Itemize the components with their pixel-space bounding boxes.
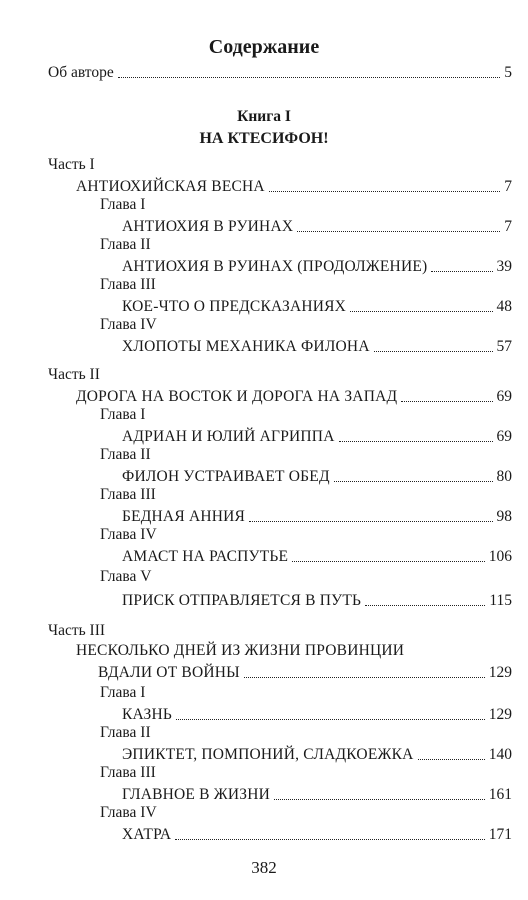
toc-entry-page: 39	[496, 258, 512, 275]
toc-entry-page: 98	[496, 508, 512, 525]
page-title: Содержание	[208, 36, 320, 58]
chapter-label: Глава IV	[100, 316, 157, 333]
chapter-label: Глава I	[100, 406, 146, 423]
toc-entry-chapter[interactable]	[122, 546, 512, 566]
toc-entry-label: Об авторе	[48, 64, 114, 81]
toc-entry-page: 48	[496, 298, 512, 315]
toc-entry-title: БЕДНАЯ АННИЯ	[122, 508, 246, 525]
dot-leader	[118, 77, 501, 78]
dot-leader	[350, 311, 492, 312]
dot-leader	[269, 191, 500, 192]
toc-entry-chapter[interactable]	[122, 256, 512, 276]
dot-leader	[418, 759, 485, 760]
toc-entry-title: ФИЛОН УСТРАИВАЕТ ОБЕД	[122, 468, 330, 485]
toc-entry-about-author[interactable]	[48, 62, 512, 82]
dot-leader	[431, 271, 492, 272]
toc-entry-title: ГЛАВНОЕ В ЖИЗНИ	[122, 786, 271, 803]
toc-entry-page: 69	[496, 428, 512, 445]
toc-entry-title: ПРИСК ОТПРАВЛЯЕТСЯ В ПУТЬ	[122, 592, 362, 609]
chapter-label: Глава IV	[100, 804, 157, 821]
dot-leader	[365, 605, 485, 606]
chapter-label: Глава II	[100, 724, 151, 741]
toc-entry-page: 115	[489, 592, 512, 609]
chapter-label: Глава III	[100, 764, 156, 781]
toc-entry-page: 5	[504, 64, 512, 81]
toc-entry-page: 80	[496, 468, 512, 485]
dot-leader	[274, 799, 485, 800]
toc-entry-title: АМАСТ НА РАСПУТЬЕ	[122, 548, 289, 565]
toc-entry-page: 129	[488, 706, 512, 723]
part-label: Часть II	[48, 366, 100, 383]
part-label: Часть I	[48, 156, 95, 173]
toc-entry-part[interactable]	[98, 662, 512, 682]
book-label: Книга I	[237, 108, 291, 125]
toc-entry-chapter[interactable]	[122, 216, 512, 236]
dot-leader	[176, 719, 485, 720]
dot-leader	[292, 561, 485, 562]
toc-entry-title: АНТИОХИЯ В РУИНАХ (ПРОДОЛЖЕНИЕ)	[122, 258, 428, 275]
toc-entry-title: АНТИОХИЙСКАЯ ВЕСНА	[76, 178, 265, 195]
toc-entry-chapter[interactable]	[122, 824, 512, 844]
toc-entry-chapter[interactable]	[122, 466, 512, 486]
dot-leader	[339, 441, 493, 442]
toc-entry-title: АНТИОХИЯ В РУИНАХ	[122, 218, 294, 235]
book-name: НА КТЕСИФОН!	[199, 130, 329, 147]
toc-entry-title-line1: НЕСКОЛЬКО ДНЕЙ ИЗ ЖИЗНИ ПРОВИНЦИИ	[76, 642, 405, 659]
dot-leader	[297, 231, 500, 232]
toc-entry-part[interactable]	[76, 176, 512, 196]
toc-entry-page: 129	[488, 664, 512, 681]
toc-entry-page: 7	[504, 178, 512, 195]
chapter-label: Глава III	[100, 486, 156, 503]
dot-leader	[249, 521, 492, 522]
toc-entry-page: 171	[488, 826, 512, 843]
toc-entry-title-line2: ВДАЛИ ОТ ВОЙНЫ	[98, 664, 240, 681]
toc-entry-chapter[interactable]	[122, 426, 512, 446]
dot-leader	[401, 401, 492, 402]
toc-entry-title: КОЕ-ЧТО О ПРЕДСКАЗАНИЯХ	[122, 298, 347, 315]
dot-leader	[244, 677, 485, 678]
toc-entry-page: 140	[488, 746, 512, 763]
dot-leader	[374, 351, 493, 352]
toc-entry-chapter[interactable]	[122, 506, 512, 526]
toc-entry-part[interactable]	[76, 386, 512, 406]
toc-entry-page: 7	[504, 218, 512, 235]
part-label: Часть III	[48, 622, 106, 639]
toc-entry-chapter[interactable]	[122, 784, 512, 804]
toc-entry-title: ХАТРА	[122, 826, 172, 843]
chapter-label: Глава III	[100, 276, 156, 293]
toc-entry-chapter[interactable]	[122, 296, 512, 316]
toc-entry-chapter[interactable]	[122, 590, 512, 610]
toc-entry-chapter[interactable]	[122, 336, 512, 356]
toc-entry-chapter[interactable]	[122, 744, 512, 764]
chapter-label: Глава II	[100, 446, 151, 463]
toc-entry-title: ДОРОГА НА ВОСТОК И ДОРОГА НА ЗАПАД	[76, 388, 398, 405]
toc-entry-page: 161	[488, 786, 512, 803]
toc-entry-title: КАЗНЬ	[122, 706, 173, 723]
chapter-label: Глава IV	[100, 526, 157, 543]
dot-leader	[334, 481, 493, 482]
toc-entry-title: ХЛОПОТЫ МЕХАНИКА ФИЛОНА	[122, 338, 370, 355]
toc-entry-page: 57	[496, 338, 512, 355]
page-number: 382	[251, 858, 277, 877]
toc-entry-chapter[interactable]	[122, 704, 512, 724]
toc-entry-title: ЭПИКТЕТ, ПОМПОНИЙ, СЛАДКОЕЖКА	[122, 746, 414, 763]
toc-entry-title: АДРИАН И ЮЛИЙ АГРИППА	[122, 428, 335, 445]
chapter-label: Глава I	[100, 196, 146, 213]
toc-entry-page: 69	[496, 388, 512, 405]
chapter-label: Глава I	[100, 684, 146, 701]
chapter-label: Глава V	[100, 568, 152, 585]
dot-leader	[175, 839, 484, 840]
chapter-label: Глава II	[100, 236, 151, 253]
toc-entry-page: 106	[488, 548, 512, 565]
